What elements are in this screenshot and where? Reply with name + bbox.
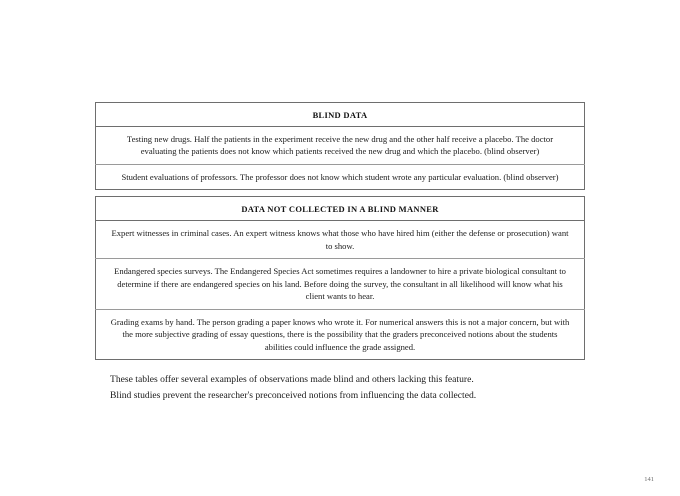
caption-line-2: Blind studies prevent the researcher's preconceived notions from influencing the data collected. [110,389,477,401]
non-blind-data-row-3: Grading exams by hand. The person grading a paper knows who wrote it. For numerical answers this is not a major concern, but with the more subjective grading of essay questions, there is the possibility that the graders preconceived notions about the students abilities could influence the grade assigned. [110,316,570,352]
blind-data-table [95,102,585,190]
non-blind-data-table-header: DATA NOT COLLECTED IN A BLIND MANNER [96,197,585,221]
figure-caption [110,372,580,403]
table-row [96,259,585,309]
blind-data-row-1: Testing new drugs. Half the patients in the experiment receive the new drug and the other half receive a placebo. The doctor evaluating the patients does not know which patients received the new drug and which the placebo. (blind observer) [96,127,585,165]
table-header-row [96,103,585,127]
table-row [96,127,585,165]
blind-data-row-2: Student evaluations of professors. The professor does not know which student wrote any particular evaluation. (blind observer) [121,171,559,182]
non-blind-data-table [95,196,585,360]
caption-line-1: These tables offer several examples of observations made blind and others lacking this feature. [110,374,474,385]
blind-data-table-header: BLIND DATA [96,103,585,127]
tables-container [95,102,585,360]
non-blind-data-row-1: Expert witnesses in criminal cases. An expert witness knows what those who have hired him (either the defense or prosecution) want to show. [96,221,585,259]
table-row [96,164,585,189]
table-row [96,309,585,359]
page-number: 141 [644,476,654,483]
non-blind-data-row-2: Endangered species surveys. The Endangered Species Act sometimes requires a landowner to hire a private biological consultant to determine if there are endangered species on his land. Before doing the survey, the consultant in all likelihood will know what his client wants to hear. [96,259,585,309]
table-row [96,221,585,259]
table-header-row [96,197,585,221]
